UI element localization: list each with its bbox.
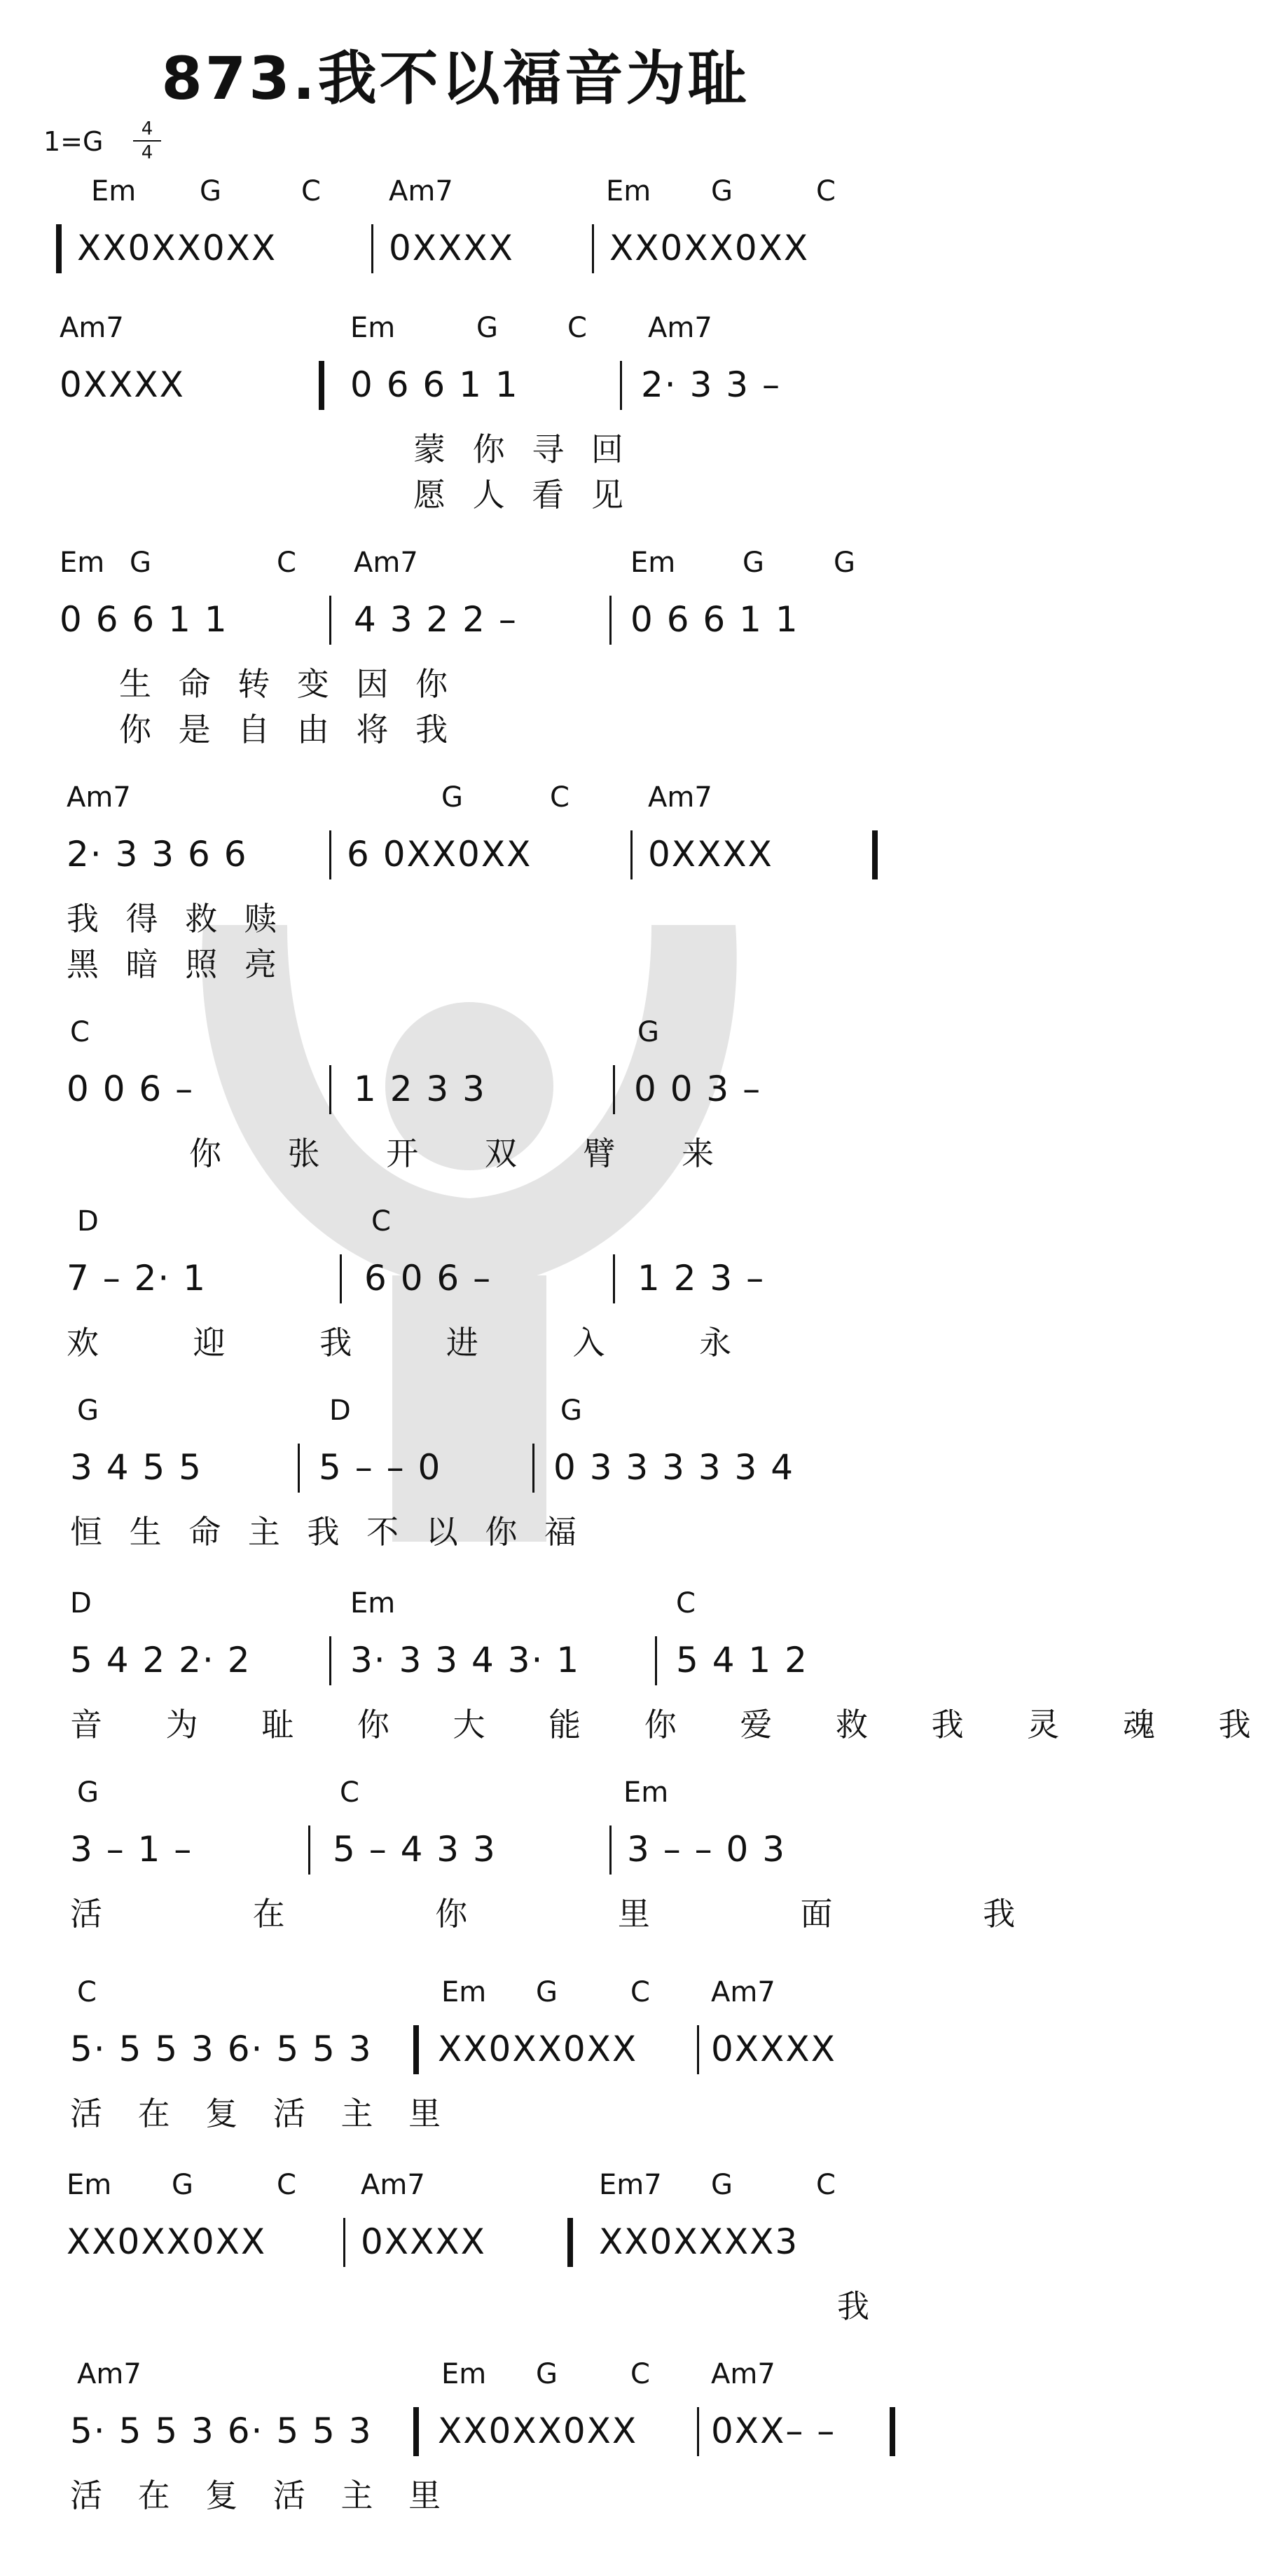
chord: Am7: [648, 781, 712, 814]
barline: [630, 830, 633, 879]
barline: [329, 1065, 331, 1114]
chord: G: [711, 2169, 733, 2201]
chord: D: [77, 1205, 99, 1238]
lyric-row-1: [0, 1507, 911, 1549]
repeat-end: [413, 2025, 419, 2074]
measure: 5· 5 5 3 6· 5 5 3: [70, 2029, 373, 2069]
chord: G: [711, 175, 733, 207]
chord: Em: [60, 547, 105, 579]
chord: G: [441, 781, 463, 814]
measure: 5 – 4 3 3: [333, 1829, 497, 1870]
chord: G: [200, 175, 221, 207]
barline: [329, 596, 331, 645]
chord: Em: [606, 175, 651, 207]
barline: [371, 224, 373, 273]
measure: 0 6 6 1 1: [60, 599, 228, 640]
chord-row: [0, 781, 911, 823]
lyric-row-1: [0, 2281, 911, 2323]
measure: 0XXXX: [361, 2221, 486, 2262]
barline: [329, 830, 331, 879]
measure: 0 6 6 1 1: [630, 599, 799, 640]
chord: G: [637, 1016, 659, 1048]
chord-row: [0, 1016, 911, 1058]
note-row: [0, 2029, 911, 2071]
chord: G: [130, 547, 151, 579]
lyric-row-1: [0, 1699, 1277, 1743]
note-row: [0, 1447, 911, 1489]
chord: C: [630, 2358, 650, 2390]
chord-row: [0, 175, 911, 217]
measure: 3· 3 3 4 3· 1: [350, 1640, 581, 1680]
barline: [340, 1254, 342, 1303]
note-row: [0, 1258, 911, 1300]
measure: 0 0 6 –: [67, 1069, 195, 1109]
barline: [697, 2407, 699, 2456]
note-row: [0, 1640, 911, 1682]
measure: XX0XX0XX: [438, 2411, 638, 2451]
measure: 5 4 1 2: [676, 1640, 808, 1680]
chord: Am7: [60, 312, 124, 344]
chord-row: [0, 2358, 911, 2400]
measure: 2· 3 3 6 6: [67, 834, 248, 875]
barline: [613, 1254, 615, 1303]
chord: C: [70, 1016, 90, 1048]
lyric-line: 生 命 转 变 因 你: [119, 665, 457, 703]
barline: [609, 1825, 612, 1875]
chord: Em7: [599, 2169, 662, 2201]
repeat-end: [319, 361, 324, 410]
measure: XX0XXXX3: [599, 2221, 799, 2262]
chord-row: [0, 1776, 911, 1818]
measure: 0 0 3 –: [634, 1069, 762, 1109]
lyric-line: 我: [837, 2287, 878, 2325]
chord: C: [371, 1205, 391, 1238]
repeat-end: [872, 830, 878, 879]
lyric-line: 蒙 你 寻 回: [413, 430, 632, 468]
barline: [697, 2025, 699, 2074]
measure: 5 – – 0: [319, 1447, 442, 1488]
chord: D: [70, 1587, 92, 1619]
barline: [532, 1444, 534, 1493]
lyric-line: 活 在 复 活 主 里: [70, 2095, 454, 2132]
measure: XX0XX0XX: [438, 2029, 638, 2069]
chord: Am7: [361, 2169, 425, 2201]
chord: C: [277, 547, 296, 579]
lyric-row-1: [0, 1889, 1086, 1933]
chord: C: [676, 1587, 696, 1619]
chord-row: [0, 1587, 911, 1629]
chord: C: [277, 2169, 296, 2201]
note-row: [0, 599, 911, 641]
measure: 3 – 1 –: [70, 1829, 193, 1870]
chord: G: [560, 1395, 582, 1427]
lyric-row-1: [0, 893, 911, 936]
note-row: [0, 834, 911, 876]
lyric-line: 活 在 你 里 面 我: [70, 1895, 1086, 1933]
chord: C: [567, 312, 587, 344]
barline: [343, 2218, 345, 2267]
chord: Am7: [711, 2358, 775, 2390]
chord: C: [550, 781, 570, 814]
chord: G: [77, 1776, 99, 1809]
chord: Em: [630, 547, 676, 579]
note-row: [0, 228, 911, 270]
chord: Am7: [711, 1976, 775, 2008]
barline: [592, 224, 594, 273]
lyric-line: 欢 迎 我 进 入 永: [67, 1324, 774, 1362]
chord: Am7: [648, 312, 712, 344]
measure: 3 – – 0 3: [627, 1829, 787, 1870]
chord: C: [340, 1776, 359, 1809]
chord: G: [476, 312, 498, 344]
repeat-end: [413, 2407, 419, 2456]
chord: G: [536, 1976, 558, 2008]
note-row: [0, 2411, 911, 2453]
chord: G: [172, 2169, 193, 2201]
chord: C: [77, 1976, 97, 2008]
barline: [308, 1825, 310, 1875]
chord-row: [0, 547, 911, 589]
lyric-line: 音 为 耻 你 大 能 你 爱 救 我 灵 魂 我: [70, 1706, 1277, 1743]
chord: G: [834, 547, 855, 579]
lyric-line: 活 在 复 活 主 里: [70, 2476, 454, 2514]
measure: 6 0 6 –: [364, 1258, 492, 1299]
chord: C: [630, 1976, 650, 2008]
chord: Am7: [67, 781, 131, 814]
barline: [329, 1636, 331, 1685]
measure: 0XXXX: [389, 228, 514, 268]
chord: G: [77, 1395, 99, 1427]
chord: C: [301, 175, 321, 207]
chord-row: [0, 1205, 911, 1247]
measure: XX0XX0XX: [77, 228, 277, 268]
barline: [298, 1444, 300, 1493]
time-signature: 4 4: [133, 118, 161, 164]
lyric-line: 你 张 开 双 臂 来: [189, 1135, 743, 1172]
chord-row: [0, 2169, 911, 2211]
measure: 0XXXX: [60, 364, 185, 405]
lyric-row-1: [0, 2470, 911, 2512]
note-row: [0, 1829, 911, 1871]
lyric-line: 愿 人 看 见: [413, 476, 632, 514]
barline: [620, 361, 622, 410]
chord: Em: [441, 1976, 487, 2008]
measure: 2· 3 3 –: [641, 364, 782, 405]
lyric-row-1: [0, 1317, 911, 1362]
chord: Em: [91, 175, 137, 207]
measure: XX0XX0XX: [609, 228, 810, 268]
measure: 0XXXX: [711, 2029, 836, 2069]
measure: 6 0XX0XX: [347, 834, 532, 875]
measure: 5· 5 5 3 6· 5 5 3: [70, 2411, 373, 2451]
chord: C: [816, 2169, 836, 2201]
note-row: [0, 2221, 911, 2263]
chord: Em: [67, 2169, 112, 2201]
measure: 7 – 2· 1: [67, 1258, 207, 1299]
chord: Am7: [389, 175, 453, 207]
barline: [609, 596, 612, 645]
measure: XX0XX0XX: [67, 2221, 267, 2262]
chord: G: [743, 547, 764, 579]
measure: 3 4 5 5: [70, 1447, 202, 1488]
lyric-row-2: [0, 470, 911, 512]
measure: 0XX– –: [711, 2411, 836, 2451]
barline: [613, 1065, 615, 1114]
lyric-row-1: [0, 424, 911, 466]
chord: G: [536, 2358, 558, 2390]
lyric-row-1: [0, 2088, 911, 2130]
measure: 1 2 3 –: [637, 1258, 766, 1299]
barline: [655, 1636, 657, 1685]
lyric-line: 黑 暗 照 亮: [67, 945, 285, 983]
note-row: [0, 364, 911, 406]
lyric-line: 你 是 自 由 将 我: [119, 711, 457, 748]
measure: 4 3 2 2 –: [354, 599, 518, 640]
chord: Em: [623, 1776, 669, 1809]
lyric-row-1: [0, 659, 911, 701]
chord: Am7: [354, 547, 418, 579]
measure: 1 2 3 3: [354, 1069, 486, 1109]
measure: 5 4 2 2· 2: [70, 1640, 251, 1680]
chord: C: [816, 175, 836, 207]
chord-row: [0, 1395, 911, 1437]
chord: D: [329, 1395, 351, 1427]
lyric-row-2: [0, 704, 911, 746]
lyric-line: 我 得 救 赎: [67, 900, 285, 938]
chord: Em: [350, 1587, 396, 1619]
chord: Em: [441, 2358, 487, 2390]
measure: 0 3 3 3 3 3 4: [553, 1447, 795, 1488]
lyric-line: 恒 生 命 主 我 不 以 你 福: [70, 1513, 585, 1551]
chord-row: [0, 312, 911, 354]
chord-row: [0, 1976, 911, 2018]
lyric-row-2: [0, 939, 911, 981]
chord: Am7: [77, 2358, 141, 2390]
measure: 0 6 6 1 1: [350, 364, 519, 405]
lyric-row-1: [0, 1128, 911, 1170]
key-signature: 1=G: [43, 126, 104, 157]
final-barline: [890, 2407, 895, 2456]
repeat-end: [567, 2218, 573, 2267]
repeat-start: [56, 224, 62, 273]
song-title: 873.我不以福音为耻: [161, 44, 750, 113]
note-row: [0, 1069, 911, 1111]
chord: Em: [350, 312, 396, 344]
measure: 0XXXX: [648, 834, 773, 875]
